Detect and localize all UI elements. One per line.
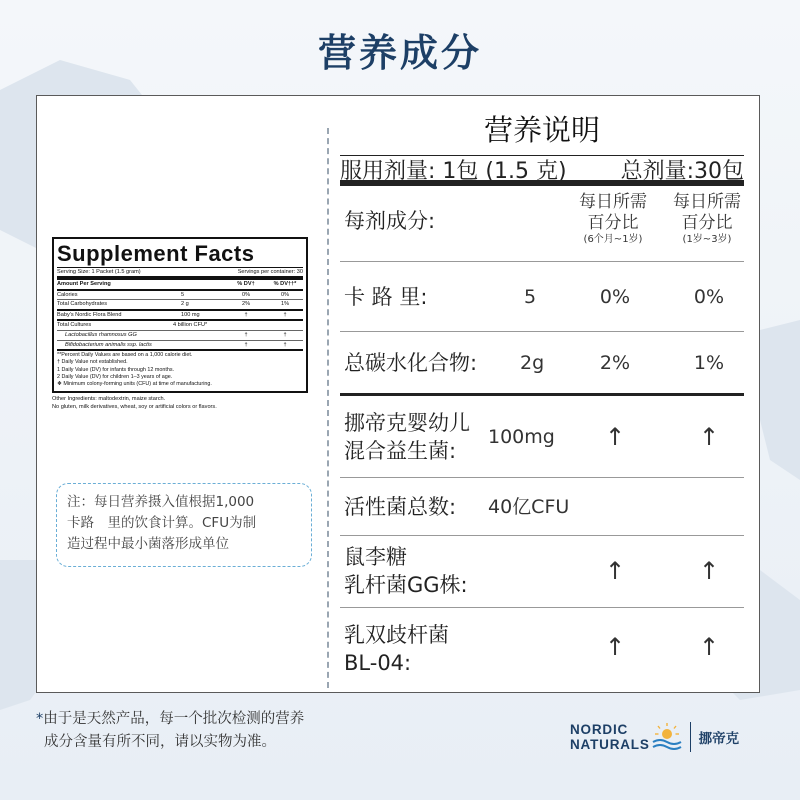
nutrient-name-line1: 挪帝克婴幼儿 (344, 411, 470, 435)
header-dv1: % DV† (237, 281, 255, 287)
sf-row-lactobacillus (57, 331, 303, 341)
nutrient-dv-infant: 0% (599, 286, 631, 308)
nutrient-name: 活性菌总数: (344, 495, 457, 519)
column-header-row (340, 186, 744, 262)
nutrient-dv-infant: 2% (599, 352, 631, 374)
nutrient-amount: 40亿CFU (488, 496, 570, 518)
note-line: 造过程中最小菌落形成单位 (67, 536, 229, 552)
nutrient-dv-toddler: 0% (693, 286, 725, 308)
nutrient-name: 总碳水化合物: (344, 351, 478, 375)
sf-row-dv1: † (244, 311, 248, 318)
sf-row-dv2: 0% (280, 291, 290, 298)
footnote (36, 708, 304, 754)
dv-header-main: 每日所需 (673, 192, 741, 212)
supplement-facts-notes (57, 351, 303, 388)
supplement-facts-box (52, 237, 308, 393)
nutrient-name-line1: 乳双歧杆菌 (344, 623, 449, 647)
brand-name-line1: NORDIC (570, 722, 629, 737)
serving-size: Serving Size: 1 Packet (1.5 gram) (57, 269, 141, 275)
dv-header-main: 每日所需 (579, 192, 647, 212)
header-dv2: % DV††* (273, 281, 297, 287)
nutrient-dv-toddler: ↑ (698, 423, 720, 451)
nutrient-dv-infant: ↑ (604, 633, 626, 661)
nutrient-name: 卡 路 里: (344, 285, 428, 309)
footnote-text: 由于是天然产品，每一个批次检测的营养 (43, 711, 305, 727)
sf-row-dv1: 2% (241, 301, 251, 308)
sf-row-amount: 100 mg (181, 311, 200, 318)
dv-header-main: 百分比 (587, 213, 639, 233)
sf-row-amount: 4 billion CFU* (173, 322, 208, 329)
sf-row-name: Total Carbohydrates (57, 301, 108, 308)
footnote-line (36, 708, 304, 731)
sf-row-dv1: † (244, 331, 248, 338)
nutrient-dv-infant: ↑ (604, 423, 626, 451)
brand-chinese-name: 挪帝克 (698, 731, 740, 747)
total-servings-label: 总剂量:30包 (620, 158, 744, 184)
sf-row-calories (57, 291, 303, 301)
nutrition-row-bifidobacterium (340, 608, 744, 688)
sf-row-carbohydrates (57, 300, 303, 311)
header-amount-label: Amount Per Serving (57, 281, 111, 287)
brand-logo (570, 722, 739, 752)
supplement-facts-header-row (57, 280, 303, 291)
footnote-star: * (36, 711, 44, 727)
sf-row-amount: 2 g (181, 301, 189, 308)
note-line: 卡路 里的饮食计算。CFU为制 (67, 515, 257, 531)
nutrition-row-lactobacillus-gg (340, 536, 744, 608)
page-title: 营养成分 (317, 31, 482, 75)
sf-note: 1 Daily Value (DV) for infants through 12 months. (57, 366, 175, 373)
servings-per-container: Servings per container: 30 (237, 269, 303, 275)
nutrition-row-carbohydrates (340, 332, 744, 396)
brand-separator (690, 722, 691, 752)
other-ingredients: Other Ingredients: maltodextrin, maize starch. (52, 396, 166, 403)
nutrient-amount: 5 (524, 286, 537, 308)
sf-row-name: Bifidobacterium animalis ssp. lactis (65, 341, 152, 348)
sf-row-dv2: † (283, 311, 287, 318)
sf-row-name: Lactobacillus rhamnosus GG (65, 331, 137, 338)
sf-row-amount (181, 331, 225, 340)
nutrition-row-probiotic-blend (340, 396, 744, 478)
supplement-facts-meta (57, 268, 303, 280)
sun-waves-icon (650, 722, 684, 752)
supplement-facts-title: Supplement Facts (57, 241, 303, 268)
serving-row (340, 156, 744, 186)
nutrient-name-line2: 混合益生菌: (344, 439, 457, 463)
sf-row-dv2: † (283, 331, 287, 338)
nutrient-dv-toddler: ↑ (698, 633, 720, 661)
nutrient-dv-infant: ↑ (604, 557, 626, 585)
dv-header-sub: (1岁~3岁) (682, 234, 732, 245)
dv-header-toddler (662, 192, 752, 246)
sf-row-bifidobacterium (57, 341, 303, 352)
nutrition-table-title: 营养说明 (340, 110, 744, 156)
per-dose-label: 每剂成分: (344, 209, 436, 233)
sf-row-total-cultures (57, 321, 303, 331)
sf-row-dv1: † (244, 341, 248, 348)
nutrient-name-line2: BL-04: (344, 651, 412, 675)
serving-size-label: 服用剂量: 1包 (1.5 克) (340, 158, 567, 184)
brand-wordmark (570, 722, 650, 752)
nutrition-table (340, 110, 744, 688)
dv-header-infant (568, 192, 658, 246)
sf-row-flora-blend (57, 311, 303, 322)
sf-row-dv2: † (283, 341, 287, 348)
dv-header-main: 百分比 (681, 213, 733, 233)
nutrient-dv-toddler: ↑ (698, 557, 720, 585)
sf-row-amount: 5 (181, 291, 185, 298)
dv-header-sub: (6个月~1岁) (583, 234, 643, 245)
free-from-statement: No gluten, milk derivatives, wheat, soy or artificial colors or flavors. (52, 404, 217, 411)
sf-note: 2 Daily Value (DV) for children 1–3 years of age. (57, 373, 173, 380)
sf-row-name: Calories (57, 291, 78, 298)
nutrient-amount: 100mg (488, 426, 555, 448)
nutrient-name-line1: 鼠李糖 (344, 545, 407, 569)
sf-row-dv1: 0% (241, 291, 251, 298)
sf-note: † Daily Value not established. (57, 359, 128, 366)
nutrition-row-calories (340, 262, 744, 332)
header-amount-spacer (181, 280, 225, 289)
nutrition-row-active-cultures (340, 478, 744, 536)
footnote-line: 成分含量有所不同，请以实物为准。 (44, 734, 276, 750)
sf-note: **Percent Daily Values are based on a 1,000 calorie diet. (57, 352, 193, 359)
nutrient-dv-toddler: 1% (693, 352, 725, 374)
sf-row-name: Baby's Nordic Flora Blend (57, 311, 122, 318)
sf-row-dv2: 1% (280, 301, 290, 308)
sf-note: ❖ Minimum colony-forming units (CFU) at time of manufacturing. (57, 380, 212, 387)
dashed-divider (327, 128, 329, 688)
supplement-facts-label (52, 237, 308, 411)
note-line: 注：每日营养摄入值根据1,000 (67, 494, 255, 510)
brand-name-line2: NATURALS (570, 737, 650, 752)
calorie-note-box (56, 483, 312, 567)
sf-row-amount (181, 341, 225, 350)
nutrient-name-line2: 乳杆菌GG株: (344, 573, 468, 597)
sf-row-name: Total Cultures (57, 322, 92, 329)
nutrient-amount: 2g (520, 352, 545, 374)
